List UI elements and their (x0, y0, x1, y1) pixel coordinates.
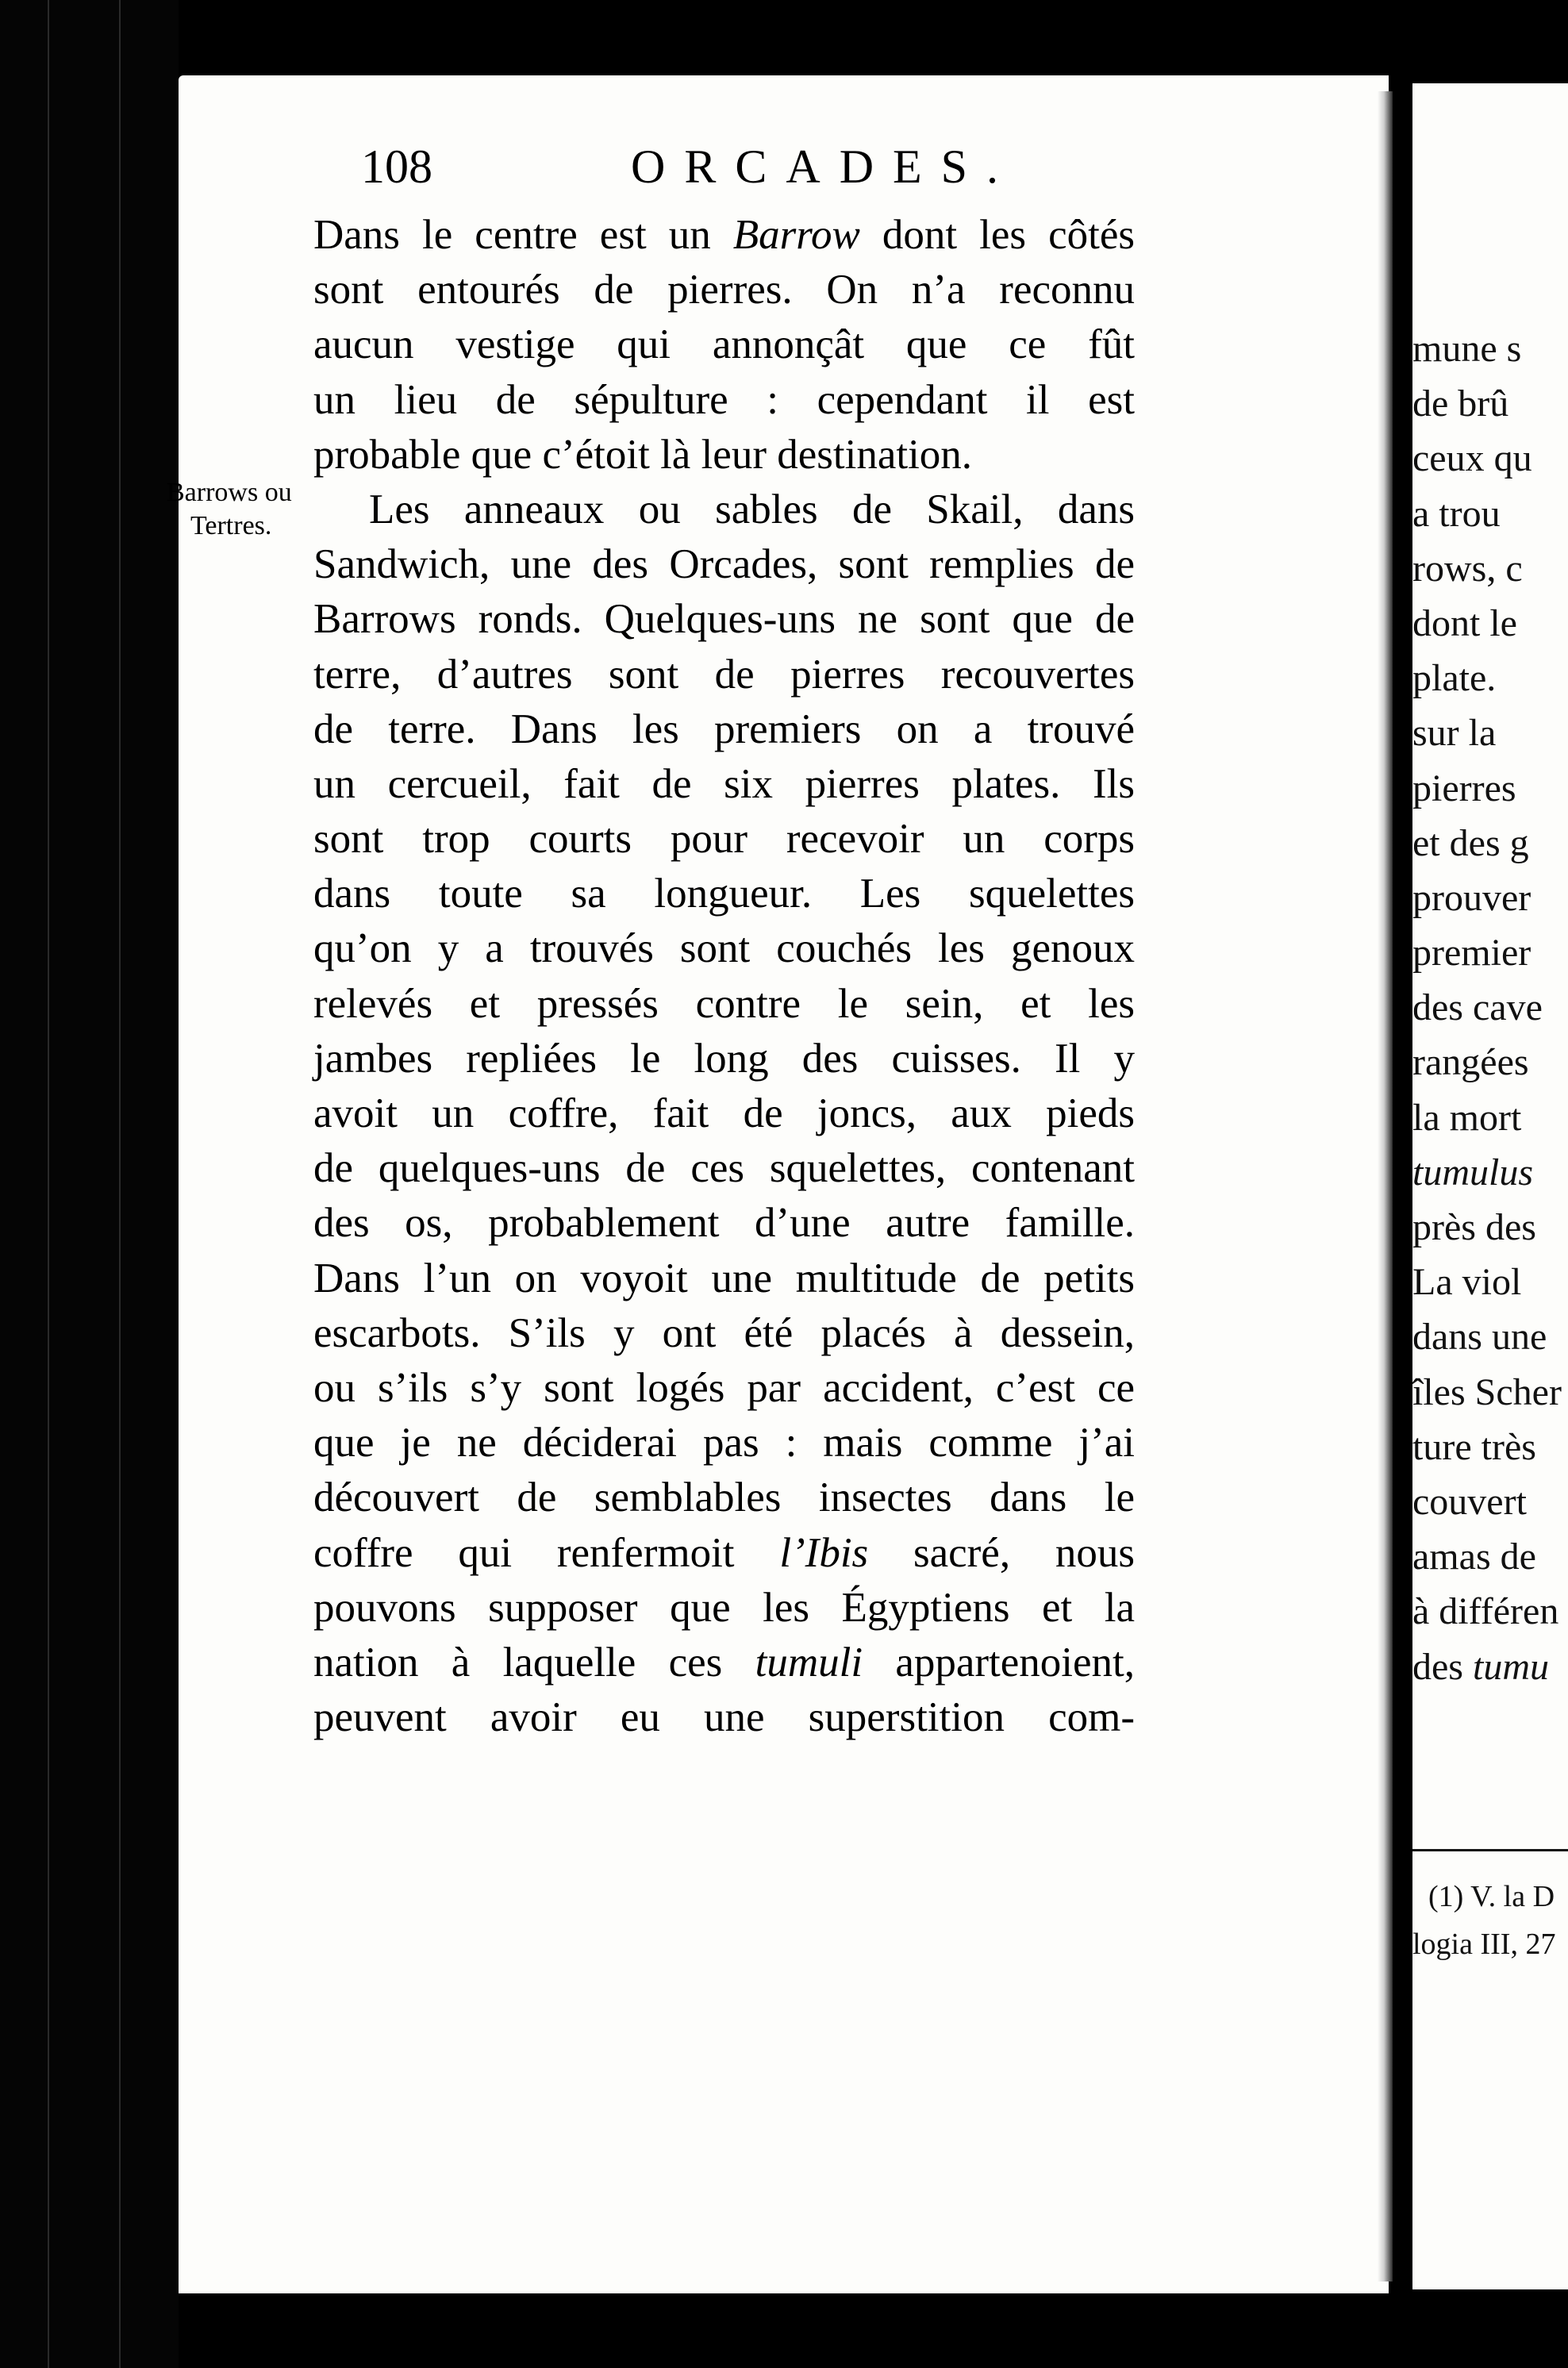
text-line (1412, 1145, 1568, 1200)
text-segment: sur la (1412, 712, 1497, 755)
text-line-content (313, 1640, 1135, 1686)
text-line (313, 1581, 1135, 1636)
text-line (313, 317, 1135, 372)
text-line (313, 482, 1135, 537)
text-line-content (1412, 932, 1531, 974)
text-segment: escarbots. S’ils y ont été placés à dessein, (313, 1309, 1135, 1356)
page-header (361, 131, 1155, 202)
text-line-content (313, 981, 1135, 1027)
text-line (1412, 816, 1568, 871)
text-segment: mune s (1412, 328, 1522, 370)
text-line-content (313, 1530, 1135, 1576)
text-segment: sont entourés de pierres. On n’a reconnu (313, 267, 1135, 313)
text-line (313, 592, 1135, 647)
text-line (1412, 925, 1568, 980)
text-line (1412, 1090, 1568, 1145)
text-line (313, 1416, 1135, 1470)
text-segment: a trou (1412, 492, 1501, 535)
text-segment: un cercueil, fait de six pierres plates. Ils (313, 760, 1135, 807)
text-segment: dont les côtés (859, 212, 1135, 258)
text-segment: relevés et pressés contre le sein, et les (313, 980, 1135, 1027)
text-line-content (1412, 328, 1521, 370)
margin-note-line: Tertres. (190, 511, 272, 540)
text-line-content (313, 1694, 1135, 1740)
text-segment: des os, probablement d’une autre famille. (313, 1200, 1135, 1247)
text-line-content (1412, 382, 1508, 425)
text-segment: La viol (1412, 1261, 1522, 1304)
text-line-content (313, 1090, 1135, 1136)
text-segment: ture très (1412, 1425, 1536, 1468)
text-line-content (1412, 548, 1523, 590)
text-line (313, 1251, 1135, 1306)
text-segment: îles Scher (1412, 1370, 1562, 1413)
text-line (1412, 705, 1568, 760)
text-segment: des (1412, 1645, 1473, 1688)
italic-text: tumu (1472, 1645, 1549, 1688)
text-line-content (313, 1310, 1135, 1356)
italic-text: Barrow (732, 212, 860, 258)
text-line (313, 1141, 1135, 1196)
text-line (313, 702, 1135, 757)
footnote-line: (1) V. la D (1428, 1880, 1555, 1913)
text-line (313, 921, 1135, 976)
text-segment: près des (1412, 1206, 1536, 1248)
text-segment: nation à laquelle ces (313, 1639, 755, 1686)
text-line-content (313, 212, 1135, 258)
text-line-content (313, 1365, 1135, 1411)
italic-text: l’Ibis (779, 1529, 869, 1576)
text-line (1412, 1200, 1568, 1255)
text-line (1412, 871, 1568, 925)
text-line (1412, 1640, 1568, 1694)
text-segment: Dans l’un on voyoit une multitude de petits (313, 1255, 1135, 1301)
text-segment: amas de (1412, 1536, 1536, 1578)
text-line-content (1412, 1536, 1536, 1578)
text-line (1412, 1309, 1568, 1364)
text-line (1412, 1420, 1568, 1474)
text-line (313, 208, 1135, 263)
text-segment: prouver (1412, 876, 1531, 919)
text-line (313, 812, 1135, 867)
text-segment: Les anneaux ou sables de Skail, dans (369, 486, 1135, 532)
text-segment: à différen (1412, 1590, 1559, 1633)
text-line (1412, 1035, 1568, 1090)
text-line-content (369, 486, 1135, 532)
text-line-content (313, 871, 1135, 917)
text-segment: dans toute sa longueur. Les squelettes (313, 871, 1135, 917)
page-number: 108 (361, 140, 432, 193)
text-line (313, 428, 1135, 482)
text-line-content (313, 1255, 1135, 1301)
text-line (1412, 431, 1568, 486)
text-line-content (1412, 1426, 1536, 1468)
text-line (313, 867, 1135, 921)
body-text (313, 208, 1135, 1745)
text-segment: découvert de semblables insectes dans le (313, 1474, 1135, 1521)
text-line (313, 1306, 1135, 1361)
text-line (313, 1690, 1135, 1745)
text-segment: jambes repliées le long des cuisses. Il y (313, 1035, 1135, 1082)
text-line (1412, 376, 1568, 431)
text-line (1412, 541, 1568, 596)
text-line-content (1412, 657, 1496, 699)
text-segment: appartenoient, (863, 1639, 1136, 1686)
spine-edge-line (119, 0, 121, 2368)
italic-text: tumulus (1412, 1151, 1534, 1194)
text-line-content (1412, 493, 1501, 535)
text-segment: coffre qui renfermoit (313, 1529, 780, 1576)
text-segment: dont le (1412, 602, 1517, 644)
text-line-content (1412, 1261, 1521, 1303)
text-line-content (1412, 1041, 1529, 1083)
text-line-content (1412, 1590, 1558, 1632)
text-line-content (313, 432, 972, 478)
running-title: ORCADES. (631, 140, 1018, 193)
text-line (1412, 1474, 1568, 1529)
text-line-content (1412, 1151, 1533, 1194)
text-line-content (1412, 602, 1517, 644)
text-line (313, 373, 1135, 428)
text-line (1412, 1529, 1568, 1584)
text-line (313, 1636, 1135, 1690)
text-segment: de terre. Dans les premiers on a trouvé (313, 705, 1135, 752)
text-line-content (313, 596, 1135, 642)
text-line (1412, 761, 1568, 816)
text-line (313, 1196, 1135, 1251)
text-line-content (313, 377, 1135, 423)
text-segment: Dans le centre est un (313, 212, 733, 258)
text-line-content (1412, 986, 1543, 1028)
text-line (1412, 1584, 1568, 1639)
text-segment: pouvons supposer que les Égyptiens et la (313, 1584, 1135, 1631)
text-segment: qu’on y a trouvés sont couchés les genoux (313, 925, 1135, 972)
text-line-content (1412, 1371, 1562, 1413)
text-segment: un lieu de sépulture : cependant il est (313, 376, 1135, 423)
page-gutter-shadow (1378, 91, 1393, 2282)
text-line-content (313, 1145, 1135, 1191)
text-line-content (313, 1585, 1135, 1631)
text-line-content (313, 1036, 1135, 1082)
text-line (1412, 486, 1568, 541)
text-segment: Sandwich, une des Orcades, sont remplies de (313, 541, 1135, 588)
text-segment: dans une (1412, 1316, 1547, 1359)
text-segment: aucun vestige qui annonçât que ce fût (313, 321, 1135, 368)
text-line-content (313, 706, 1135, 752)
text-segment: et des g (1412, 821, 1529, 864)
text-line-content (313, 541, 1135, 587)
book-spine-background (0, 0, 179, 2368)
text-segment: sont trop courts pour recevoir un corps (313, 816, 1135, 863)
text-line-content (313, 1474, 1135, 1520)
text-segment: probable que c’étoit là leur destination. (313, 431, 973, 478)
text-line-content (313, 1420, 1135, 1466)
text-line (1412, 1255, 1568, 1309)
text-line (1412, 1365, 1568, 1420)
spine-edge-line (48, 0, 49, 2368)
text-segment: rangées (1412, 1041, 1529, 1084)
text-line (313, 1470, 1135, 1525)
margin-note-line: Barrows ou (167, 478, 292, 507)
text-segment: que je ne déciderai pas : mais comme j’ai (313, 1420, 1135, 1467)
text-line-content (1412, 712, 1496, 754)
text-segment: de brû (1412, 382, 1509, 425)
text-line (313, 757, 1135, 812)
footnote-line: logia III, 27 (1412, 1928, 1556, 1961)
text-line (313, 1086, 1135, 1141)
italic-text: tumuli (755, 1639, 863, 1686)
text-line-content (313, 761, 1135, 807)
text-segment: pierres (1412, 767, 1516, 809)
text-segment: des cave (1412, 986, 1543, 1029)
text-line-content (313, 925, 1135, 971)
footnote-rule (1412, 1849, 1568, 1851)
text-line (313, 977, 1135, 1032)
text-line-content (1412, 822, 1529, 864)
text-segment: de quelques-uns de ces squelettes, contenant (313, 1145, 1135, 1192)
text-segment: peuvent avoir eu une superstition com- (313, 1694, 1135, 1741)
text-line (313, 1361, 1135, 1416)
text-line-content (1412, 1097, 1521, 1139)
text-line (313, 537, 1135, 592)
text-line-content (1412, 437, 1532, 479)
text-segment: ceux qu (1412, 437, 1532, 480)
right-page (1412, 83, 1568, 2289)
text-segment: premier (1412, 932, 1531, 974)
text-line (313, 1032, 1135, 1086)
text-segment: rows, c (1412, 547, 1523, 590)
text-line-content (313, 321, 1135, 367)
text-line-content (1412, 767, 1516, 809)
text-line-content (1412, 1206, 1536, 1248)
text-line (1412, 980, 1568, 1035)
margin-note (167, 476, 317, 543)
text-line (313, 648, 1135, 702)
text-line (313, 263, 1135, 317)
text-line-content (313, 1200, 1135, 1246)
text-line-content (313, 816, 1135, 862)
right-page-footnote (1412, 1873, 1568, 1968)
text-segment: terre, d’autres sont de pierres recouvertes (313, 651, 1135, 698)
text-line-content (1412, 1316, 1547, 1358)
right-page-text (1412, 321, 1568, 1694)
text-line (1412, 596, 1568, 651)
text-segment: la mort (1412, 1096, 1522, 1139)
text-line (313, 1526, 1135, 1581)
text-segment: ou s’ils s’y sont logés par accident, c’est ce (313, 1364, 1135, 1411)
text-line-content (1412, 1646, 1549, 1688)
text-line (1412, 321, 1568, 376)
text-segment: avoit un coffre, fait de joncs, aux pieds (313, 1090, 1135, 1136)
text-line-content (313, 652, 1135, 698)
text-segment: couvert (1412, 1480, 1527, 1523)
text-segment: sacré, nous (868, 1529, 1135, 1576)
text-segment: Barrows ronds. Quelques-uns ne sont que de (313, 596, 1135, 643)
text-line-content (1412, 1481, 1527, 1523)
text-line-content (1412, 877, 1531, 919)
text-line-content (313, 267, 1135, 313)
text-segment: plate. (1412, 657, 1497, 700)
text-line (1412, 651, 1568, 705)
